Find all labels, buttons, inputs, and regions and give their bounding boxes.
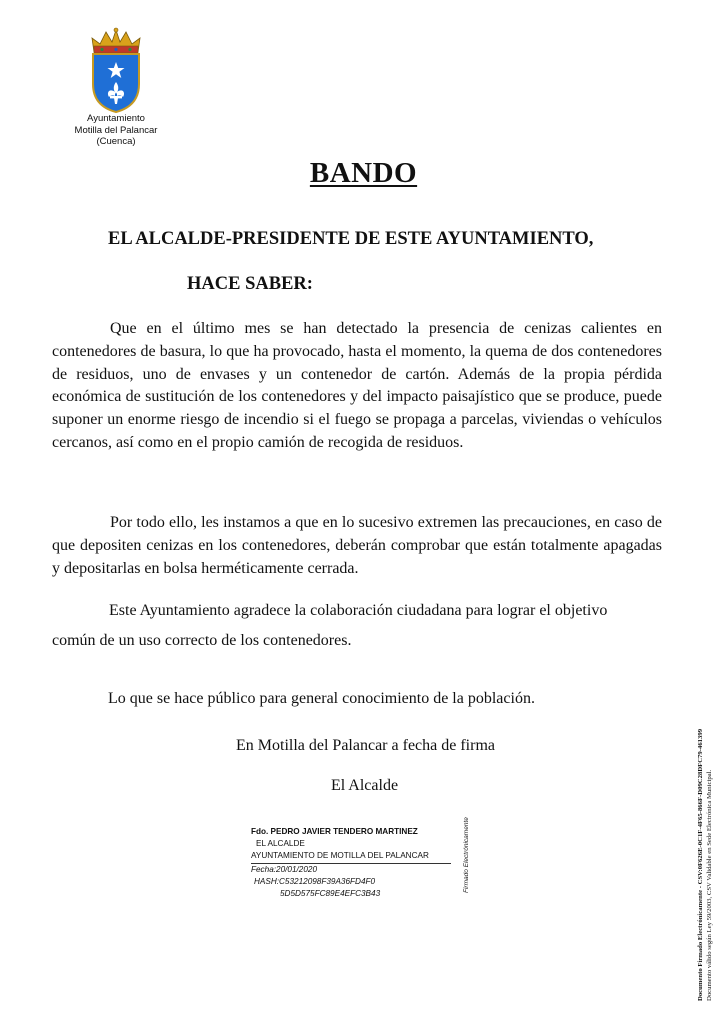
paragraph-thanks-line1: Este Ayuntamiento agradece la colaboración ciudadana para lograr el objetivo [109,602,608,619]
signer-role: El Alcalde [330,777,399,794]
signature-side-label: Firmado Electrónicamente [463,817,470,893]
paragraph-thanks-line2: común de un uso correcto de los contenedores. [52,632,352,649]
signature-date: Fecha:20/01/2020 [251,864,318,874]
signature-signed-by: Fdo. PEDRO JAVIER TENDERO MARTINEZ [251,827,418,836]
signature-hash-line2: 5D5D575FC89E4EFC3B43 [280,889,381,899]
place-date: En Motilla del Palancar a fecha de firma [236,737,495,754]
place-date-wrap [0,737,727,755]
paragraph-precautions [52,512,662,580]
signer-role-wrap [0,777,727,795]
csv-margin-note [697,729,714,1001]
announcement-heading: HACE SABER: [187,274,313,294]
coat-of-arms-icon [88,26,144,114]
document-title-wrap [0,157,727,190]
municipality-label [48,113,184,148]
document-title: BANDO [309,157,418,189]
paragraph-ashes-incidents [52,318,662,455]
paragraph-text: Que en el último mes se han detectado la presencia de cenizas calientes en contenedores de basura, lo que ha provocado, hasta el momento, la quema de dos contenedores de residuos, uno de envases y un contenedor de cartón. Además de la propia pérdida económica de sustitución de los contenedores y del impacto paisajístico que se produce, puede suponer un enorme riesgo de incendio si el fuego se propaga a parcelas, viviendas o vehículos cercanos, así como en el propio camión de recogida de residuos. [52,320,662,451]
signature-hash-line1: HASH:C53212098F39A36FD4F0 [254,876,376,886]
municipality-line: Motilla del Palancar [74,124,158,136]
paragraph-text: Por todo ello, les instamos a que en lo sucesivo extremen las precauciones, en caso de que depositen cenizas en los contenedores, deberán comprobar que están totalmente apagadas y depositarlas en bolsa herméticamente cerrada. [52,514,662,577]
csv-note-line2: Documento válido según Ley 59/2003, CSV Validable en Sede Electrónica Municipal. [705,769,713,1001]
municipality-line: (Cuenca) [96,136,136,147]
signature-role: EL ALCALDE [256,839,305,849]
paragraph-public-notice: Lo que se hace público para general conocimiento de la población. [108,690,535,707]
signature-institution: AYUNTAMIENTO DE MOTILLA DEL PALANCAR [251,850,451,863]
municipality-line: Ayuntamiento [87,113,145,124]
electronic-signature-block [251,826,456,900]
csv-note-line1: Documento Firmado Electrónicamente - CSV:0F626E-0C1F-4F65-866F-D09C28DFC79-461399 [697,728,704,1001]
mayor-heading: EL ALCALDE-PRESIDENTE DE ESTE AYUNTAMIENTO, [108,229,594,249]
